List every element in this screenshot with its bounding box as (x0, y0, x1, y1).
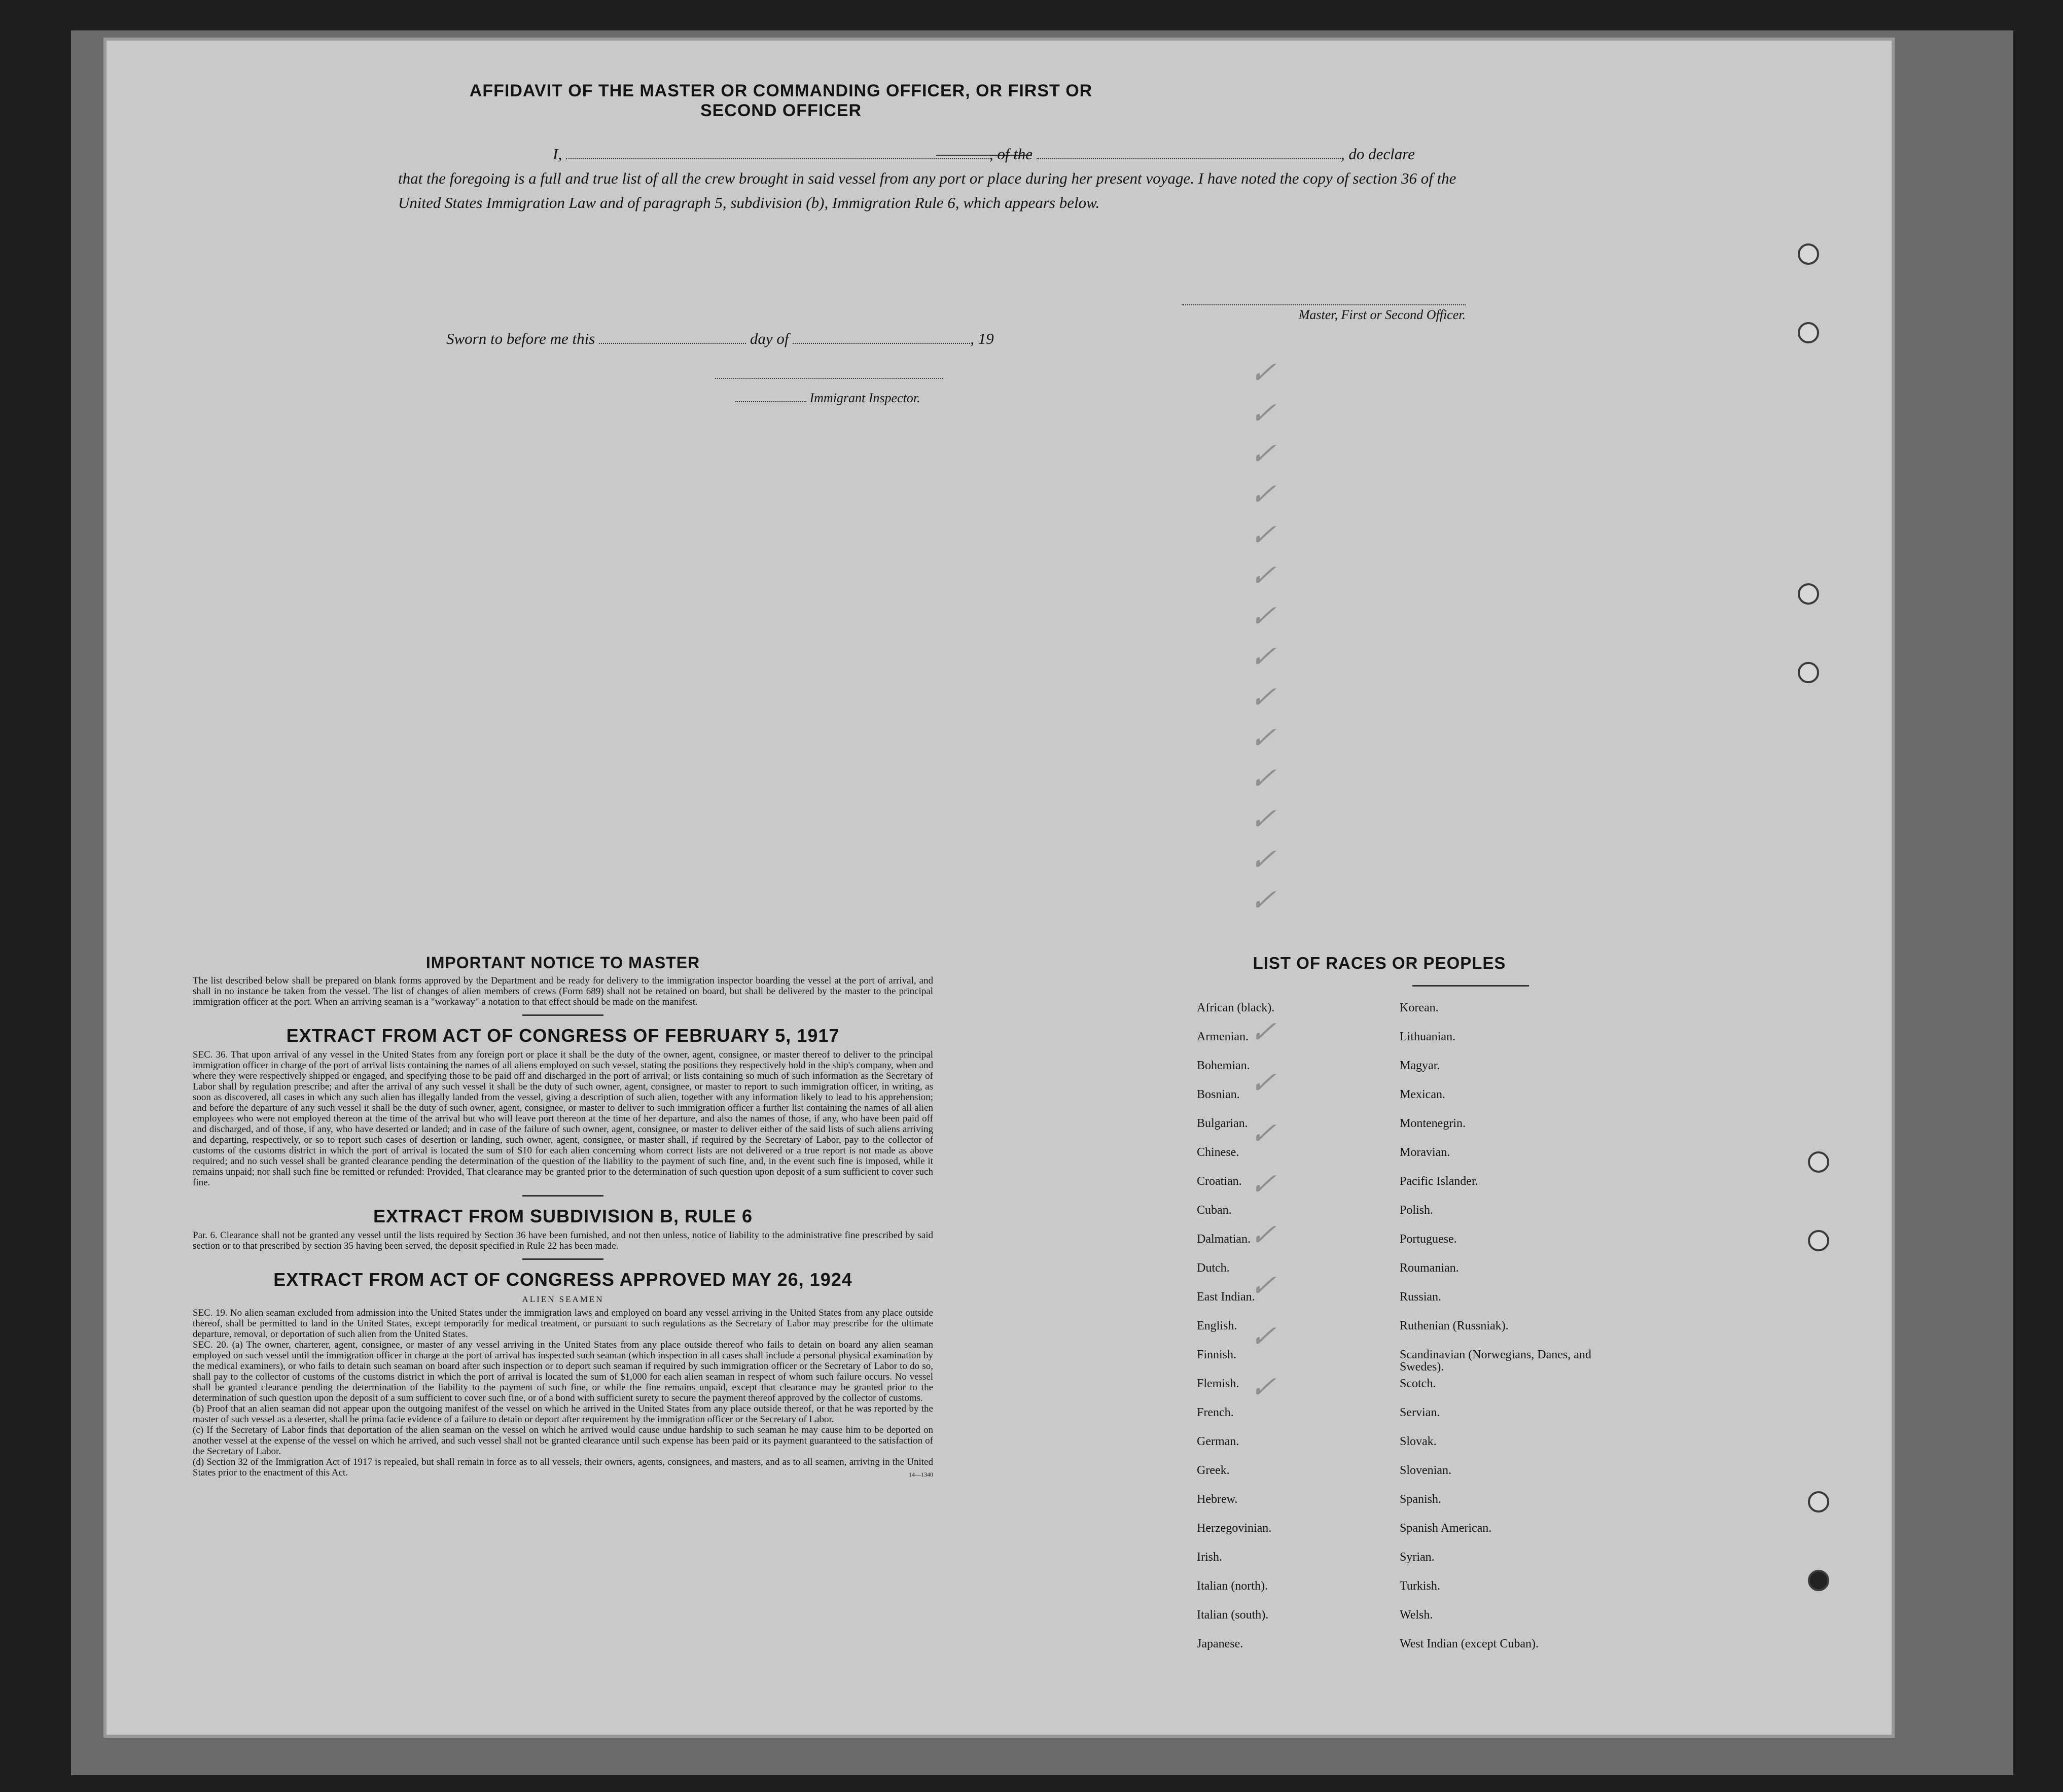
section-divider (522, 1014, 603, 1016)
race-item: Dalmatian. (1197, 1233, 1251, 1246)
check-mark-icon: ✓ (1246, 721, 1285, 755)
check-mark-icon: ✓ (1246, 884, 1285, 917)
race-item: Korean. (1400, 1001, 1439, 1014)
binder-hole (1798, 243, 1819, 265)
race-item: Spanish. (1400, 1493, 1442, 1506)
race-item: Croatian. (1197, 1175, 1242, 1188)
race-item: French. (1197, 1406, 1234, 1419)
section-divider (522, 1195, 603, 1197)
binder-hole (1808, 1151, 1829, 1173)
race-item: Roumanian. (1400, 1261, 1459, 1275)
race-item: Slovak. (1400, 1435, 1437, 1448)
declaration-of-the: , of the (989, 145, 1033, 163)
races-list (1197, 954, 1603, 1650)
sworn-day-blank[interactable] (599, 343, 746, 344)
binder-hole (1798, 662, 1819, 683)
signature-label: Master, First or Second Officer. (1298, 307, 1466, 322)
race-item: Irish. (1197, 1551, 1222, 1564)
race-item: Finnish. (1197, 1348, 1237, 1361)
declaration-i: I, (553, 145, 562, 163)
sec19-text: SEC. 19. No alien seaman excluded from admission into the United States under the immigration laws and employed on board any vessel arriving in the United States from any place outside thereof, shall be permitted to land in the United States, except temporarily for medical treatment, or pursuant to such regulations as the Secretary of Labor may prescribe for the ultimate departure, removal, or deportation of such alien from the United States. (193, 1308, 933, 1340)
legal-notices (193, 954, 933, 1480)
check-mark-icon: ✓ (1246, 802, 1285, 836)
race-item: Scotch. (1400, 1377, 1436, 1390)
race-item: Bohemian. (1197, 1059, 1250, 1072)
binder-hole (1808, 1570, 1829, 1591)
sworn-month-blank[interactable] (793, 343, 970, 344)
sec20b-text: (b) Proof that an alien seaman did not appear upon the outgoing manifest of the vessel on which he arrived in the United States from any place outside thereof, or that he was reported by the master of such vessel as a deserter, shall be prima facie evidence of a failure to detain or deport after requirement by the immigration officer or the Secretary of Labor. (193, 1403, 933, 1425)
race-item: Italian (south). (1197, 1608, 1269, 1622)
race-item: African (black). (1197, 1001, 1275, 1014)
sec20c-text: (c) If the Secretary of Labor finds that deportation of the alien seaman on the vessel on which he arrived would cause undue hardship to such seaman he may cause him to be deported on another vessel at the expense of the vessel on which he arrived, and such vessel shall not be granted clearance until such expense has been paid or its payment guaranteed to the satisfaction of the Secretary of Labor. (193, 1425, 933, 1457)
race-item: West Indian (except Cuban). (1400, 1637, 1539, 1650)
race-item: Turkish. (1400, 1579, 1440, 1593)
binder-hole (1798, 322, 1819, 343)
race-item: Servian. (1400, 1406, 1440, 1419)
race-item: Dutch. (1197, 1261, 1230, 1275)
inspector-signature-blank[interactable] (715, 378, 943, 379)
race-item: Cuban. (1197, 1204, 1232, 1217)
race-item: East Indian. (1197, 1290, 1255, 1304)
check-mark-icon: ✓ (1246, 843, 1285, 876)
declaration-line (398, 142, 1483, 166)
race-item: Greek. (1197, 1464, 1230, 1477)
race-item: Welsh. (1400, 1608, 1433, 1622)
check-mark-icon: ✓ (1246, 1218, 1285, 1252)
race-item: Scandinavian (Norwegians, Danes, and Swedes). (1400, 1348, 1591, 1374)
check-mark-icon: ✓ (1246, 762, 1285, 795)
check-mark-icon: ✓ (1246, 1269, 1285, 1303)
check-mark-icon: ✓ (1246, 478, 1285, 511)
race-item: Ruthenian (Russniak). (1400, 1319, 1509, 1332)
inspector-name-blank[interactable] (735, 401, 806, 402)
race-item: Montenegrin. (1400, 1117, 1466, 1130)
check-mark-icon: ✓ (1246, 518, 1285, 552)
check-mark-icon: ✓ (1246, 559, 1285, 592)
race-item: Flemish. (1197, 1377, 1239, 1390)
binder-hole (1798, 583, 1819, 605)
name-blank[interactable] (566, 158, 989, 159)
race-item: Italian (north). (1197, 1579, 1268, 1593)
check-mark-icon: ✓ (1246, 1117, 1285, 1150)
signature-block (1141, 304, 1466, 323)
declaration-body: that the foregoing is a full and true list of all the crew brought in said vessel from any port or place during her present voyage. I have noted the copy of section 36 of the United States Immigration Law and of paragraph 5, subdivision (b), Immigration Rule 6, which appears below. (398, 169, 1456, 212)
sworn-line (446, 330, 1156, 348)
section-divider (522, 1258, 603, 1260)
race-item: Chinese. (1197, 1146, 1239, 1159)
sworn-day-of: day of (750, 330, 789, 347)
check-mark-icon: ✓ (1246, 356, 1285, 390)
extract-1924-title: EXTRACT FROM ACT OF CONGRESS APPROVED MAY 26, 1924 (273, 1269, 852, 1290)
affidavit-text (398, 142, 1483, 215)
binder-hole (1808, 1230, 1829, 1251)
form-number: 14—1340 (909, 1471, 933, 1478)
sec20a-text: SEC. 20. (a) The owner, charterer, agent, consignee, or master of any vessel arriving in the United States from any place outside thereof who fails to detain on board any alien seaman employed on such vessel until the immigration officer in charge at the port of arrival has inspected such seaman (which inspection in all cases shall include a personal physical examination by the medical examiners), or who fails to detain such seaman on board after such inspection or to deport such seaman if required by such immigration officer or the Secretary of Labor to do so, shall pay to the collector of customs of the customs district in which the port of arrival is located the sum of $1,000 for each alien seaman in respect of whom such failure occurs. No vessel shall be granted clearance pending the determination of the liability to the payment of such fine, or while the fine remains unpaid, except that clearance may be granted prior to the determination of such question upon the deposit of a sum sufficient to cover such fine, or of a bond with sufficient surety to secure the payment thereof approved by the collector of customs. (193, 1340, 933, 1403)
races-underline (1412, 985, 1529, 987)
signature-blank[interactable] (1182, 304, 1466, 305)
check-mark-icon: ✓ (1246, 1371, 1285, 1404)
race-item: Mexican. (1400, 1088, 1445, 1101)
race-item: Moravian. (1400, 1146, 1450, 1159)
notice-text: The list described below shall be prepared on blank forms approved by the Department and be ready for delivery to the immigration inspector boarding the vessel at the port of arrival, and shall in no instance be taken from the vessel. The list of changes of alien members of crews (Form 689) shall not be retained on board, but shall be delivered by the master to the principal immigration officer at the port. When an arriving seaman is a "workaway" a notation to that effect should be made on the manifest. (193, 975, 933, 1007)
race-item: Hebrew. (1197, 1493, 1238, 1506)
check-mark-icon: ✓ (1246, 1168, 1285, 1201)
race-item: Russian. (1400, 1290, 1442, 1304)
check-mark-icon: ✓ (1246, 600, 1285, 633)
check-mark-icon: ✓ (1246, 437, 1285, 471)
vessel-blank[interactable] (1037, 158, 1341, 159)
inspector-block (735, 391, 1090, 406)
document-page (106, 41, 1892, 1735)
binder-hole (1808, 1491, 1829, 1513)
race-item: Magyar. (1400, 1059, 1440, 1072)
check-mark-icon: ✓ (1246, 681, 1285, 714)
race-item: Bulgarian. (1197, 1117, 1248, 1130)
extract-1924-subtitle: ALIEN SEAMEN (522, 1294, 604, 1304)
notice-title: IMPORTANT NOTICE TO MASTER (425, 954, 700, 972)
race-item: Portuguese. (1400, 1233, 1457, 1246)
affidavit-title: AFFIDAVIT OF THE MASTER OR COMMANDING OFFICER, OR FIRST OR SECOND OFFICER (469, 81, 1093, 120)
check-mark-icon: ✓ (1246, 1066, 1285, 1100)
race-item: Armenian. (1197, 1030, 1249, 1043)
inspector-label: Immigrant Inspector. (809, 391, 920, 405)
race-item: Japanese. (1197, 1637, 1243, 1650)
races-left-column (1197, 1002, 1274, 1667)
extract-1917-text: SEC. 36. That upon arrival of any vessel in the United States from any foreign port or place it shall be the duty of the owner, agent, consignee, or master thereof to deliver to the principal immigration officer in charge of the port of arrival lists containing the names of all aliens employed on such vessel, stating the positions they respectively hold in the ship's company, when and where they were respectively shipped or engaged, and specifying those to be paid off and discharged in the port of arrival; or lists containing so much of such information as the Secretary of Labor shall by regulation prescribe; and after the arrival of any such vessel it shall be the duty of such owner, agent, consignee, or master to report to such immigration officer, in writing, as soon as discovered, all cases in which any such alien has illegally landed from the vessel, giving a description of such alien, together with any information likely to lead to his apprehension; and before the departure of any such vessel it shall be the duty of such owner, agent, consignee, or master to deliver to such immigration officer a further list containing the names of all alien employees who were not employed thereon at the time of the arrival but who will leave port thereon at the time of her departure, and also the names of those, if any, who have been paid off and discharged, and of those, if any, who have deserted or landed; and in case of the failure of such owner, agent, consignee, or master to deliver either of the said lists of such aliens arriving and departing, respectively, or so to report such cases of desertion or landing, such owner, agent, consignee, or master shall, if required by the Secretary of Labor, pay to the collector of customs of the customs district in which the port of arrival is located the sum of $10 for each alien concerning whom correct lists are not delivered or a true report is not made as above required; and no such vessel shall be granted clearance pending the determination of the question of the liability to the payment of such fine, and, in the event such fine is imposed, while it remains unpaid; nor shall such fine be remitted or refunded: Provided, That clearance may be granted prior to the determination of such question upon deposit of a sum sufficient to cover such fine. (193, 1049, 933, 1188)
extract-rule6-title: EXTRACT FROM SUBDIVISION B, RULE 6 (373, 1206, 753, 1226)
extract-1917-title: EXTRACT FROM ACT OF CONGRESS OF FEBRUARY 5, 1917 (286, 1025, 840, 1046)
races-title: LIST OF RACES OR PEOPLES (1253, 954, 1506, 972)
race-item: Bosnian. (1197, 1088, 1240, 1101)
races-right-column (1400, 1002, 1592, 1667)
race-item: German. (1197, 1435, 1239, 1448)
sec20d-text (193, 1457, 933, 1478)
race-item: Lithuanian. (1400, 1030, 1455, 1043)
extract-rule6-text: Par. 6. Clearance shall not be granted any vessel until the lists required by Section 36 have been furnished, and not then unless, notice of liability to the administrative fine prescribed by said section or to that prescribed by section 35 having been served, the deposit specified in Rule 22 has been made. (193, 1230, 933, 1251)
race-item: Polish. (1400, 1204, 1434, 1217)
race-item: Herzegovinian. (1197, 1522, 1272, 1535)
check-mark-icon: ✓ (1246, 1320, 1285, 1353)
race-item: Pacific Islander. (1400, 1175, 1478, 1188)
check-mark-icon: ✓ (1246, 640, 1285, 674)
check-mark-icon: ✓ (1246, 1015, 1285, 1049)
sworn-prefix: Sworn to before me this (446, 330, 595, 347)
declaration-declare: , do declare (1340, 145, 1415, 163)
sworn-year: , 19 (970, 330, 994, 347)
race-item: English. (1197, 1319, 1237, 1332)
race-item: Spanish American. (1400, 1522, 1492, 1535)
race-item: Syrian. (1400, 1551, 1435, 1564)
race-item: Slovenian. (1400, 1464, 1451, 1477)
check-mark-icon: ✓ (1246, 397, 1285, 430)
sec20d-body: (d) Section 32 of the Immigration Act of 1917 is repealed, but shall remain in force as to all vessels, their owners, agents, consignees, and masters, and as to all seamen, arriving in the United States prior to the enactment of this Act. (193, 1457, 933, 1478)
